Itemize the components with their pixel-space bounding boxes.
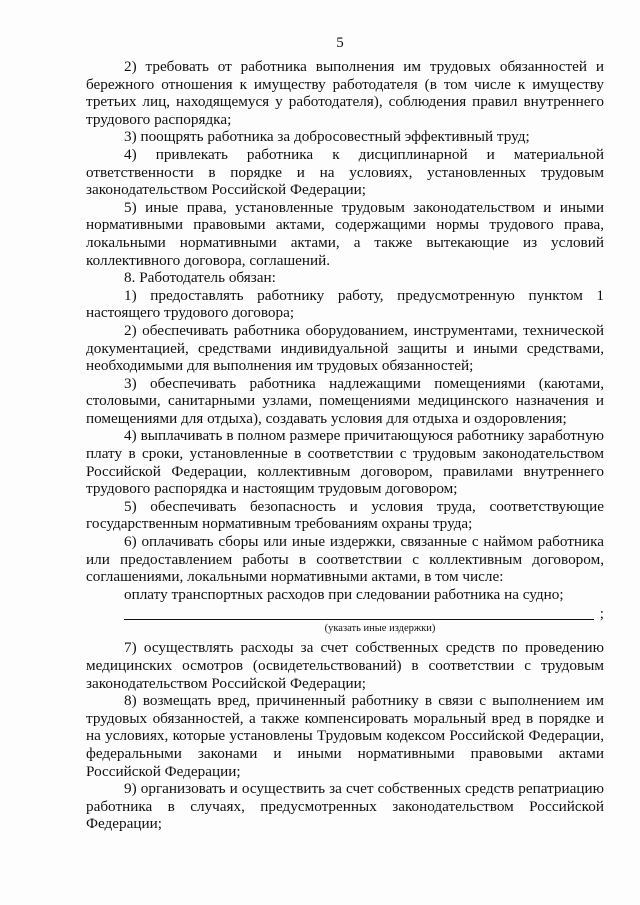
paragraph: 3) обеспечивать работника надлежащими помещениями (каютами, столовыми, санитарными узлами, помещениями медицинского назначения и помещениями для отдыха), создавать условия для отдыха и оздоровления; [86, 374, 604, 427]
paragraph: 7) осуществлять расходы за счет собственных средств по проведению медицинских осмотров (освидетельствований) в соответствии с трудовым законодательством Российской Федерации; [86, 639, 604, 692]
blank-terminator: ; [599, 605, 604, 623]
paragraph: 2) требовать от работника выполнения им трудовых обязанностей и бережного отношения к имуществу работодателя (в том числе к имуществу третьих лиц, находящемуся у работодателя), соблюдения правил внутреннего трудового распорядка; [86, 58, 604, 128]
paragraph: 8) возмещать вред, причиненный работнику в связи с выполнением им трудовых обязанностей, а также компенсировать моральный вред в порядке и на условиях, которые установлены Трудовым кодексом Российской Федерации, федеральными законами и иными нормативными правовыми актами Российской Федерации; [86, 692, 604, 780]
document-body [86, 58, 604, 833]
paragraph: оплату транспортных расходов при следовании работника на судно; [124, 585, 564, 603]
blank-caption: (указать иные издержки) [324, 623, 436, 635]
paragraph: 5) иные права, установленные трудовым законодательством и иными нормативными правовыми актами, содержащими нормы трудового права, локальными нормативными актами, а также вытекающие из условий коллективного договора, соглашений. [86, 198, 604, 269]
paragraph: 5) обеспечивать безопасность и условия труда, соответствующие государственным нормативным требованиям охраны труда; [86, 497, 604, 533]
paragraph: 4) привлекать работника к дисциплинарной и материальной ответственности в порядке и на условиях, установленных трудовым законодательством Российской Федерации; [86, 145, 604, 199]
paragraph: 1) предоставлять работнику работу, предусмотренную пунктом 1 настоящего трудового договора; [86, 286, 604, 322]
blank-fill-line [86, 605, 604, 623]
blank-underline [124, 619, 594, 620]
paragraph: 9) организовать и осуществить за счет собственных средств репатриацию работника в случаях, предусмотренных законодательством Российской Федерации; [86, 780, 604, 833]
paragraph: 6) оплачивать сборы или иные издержки, связанные с наймом работника или предоставлением работы в соответствии с коллективным договором, соглашениями, локальными нормативными актами, в том числе: [86, 533, 604, 586]
paragraph: 4) выплачивать в полном размере причитающуюся работнику заработную плату в сроки, установленные в соответствии с трудовым законодательством Российской Федерации, коллективным договором, правилами внутреннего трудового распорядка и настоящим трудовым договором; [86, 427, 604, 498]
paragraph: 3) поощрять работника за добросовестный эффективный труд; [124, 128, 530, 146]
page-number: 5 [336, 35, 344, 51]
section-heading: 8. Работодатель обязан: [124, 269, 276, 287]
paragraph: 2) обеспечивать работника оборудованием, инструментами, технической документацией, средствами индивидуальной защиты и иными средствами, необходимыми для выполнения им трудовых обязанностей; [86, 321, 604, 375]
